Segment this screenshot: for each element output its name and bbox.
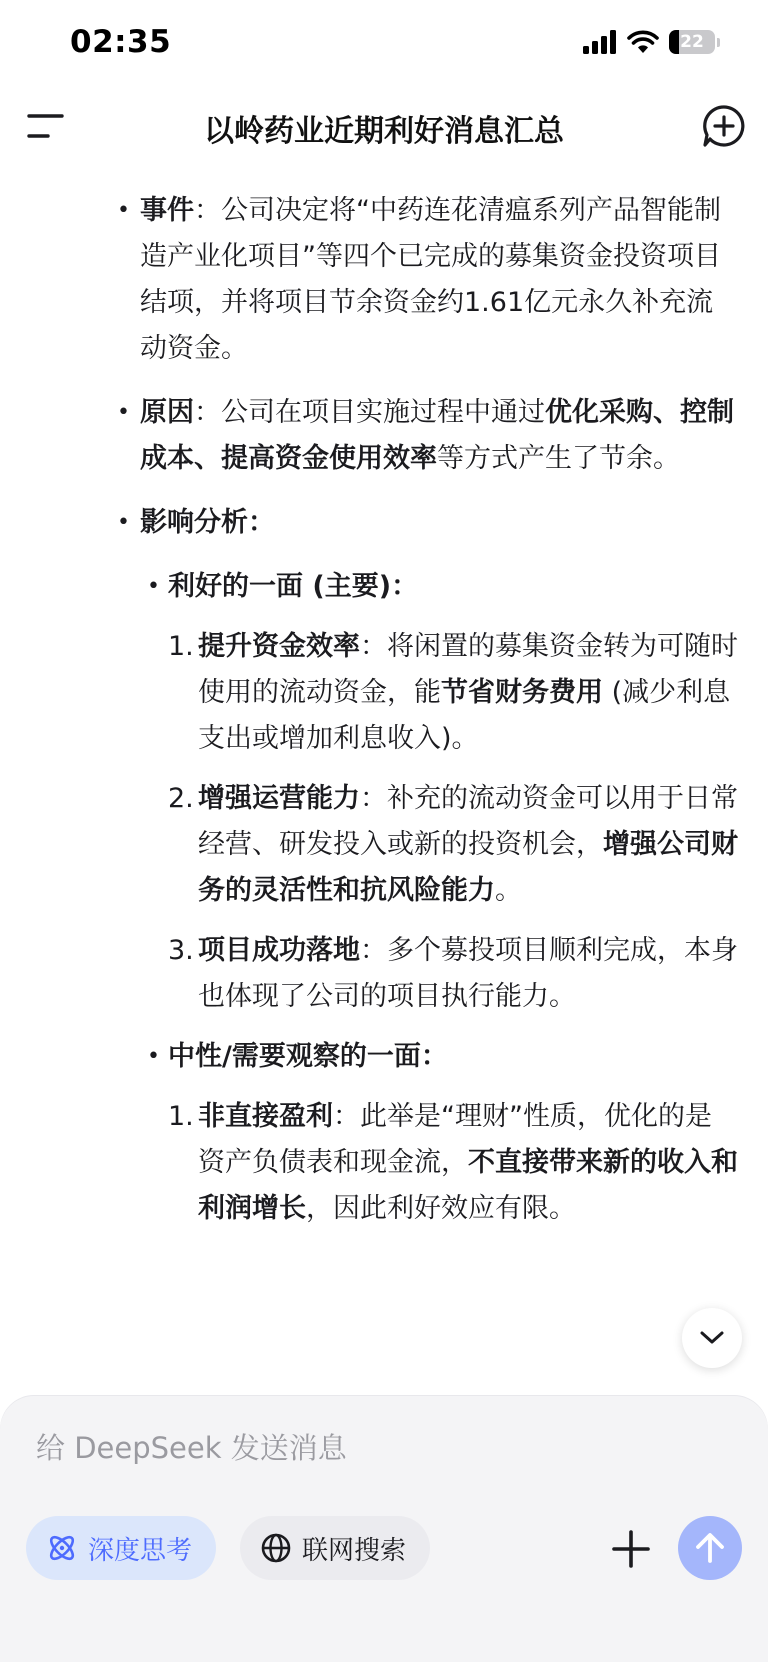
list-item-event: • 事件：公司决定将“中药连花清瘟系列产品智能制造产业化项目”等四个已完成的募集资金投资项目结项，并将项目节余资金约1.61亿元永久补充流动资金。	[140, 188, 740, 372]
cellular-signal-icon	[583, 30, 617, 54]
reason-label: 原因	[140, 397, 194, 428]
chat-header	[0, 88, 768, 164]
new-chat-button[interactable]	[702, 104, 746, 148]
message-input[interactable]	[34, 1422, 718, 1474]
chat-title[interactable]: 以岭药业近期利好消息汇总	[204, 114, 564, 149]
sub-item-positive	[168, 564, 738, 610]
arrow-up-icon	[693, 1531, 727, 1565]
scroll-to-bottom-button[interactable]	[682, 1308, 742, 1368]
battery-icon	[669, 30, 715, 54]
web-search-toggle[interactable]	[240, 1516, 430, 1580]
send-button[interactable]	[678, 1516, 742, 1580]
list-item-impact	[140, 500, 740, 546]
chevron-down-icon	[699, 1330, 725, 1346]
status-bar	[0, 0, 768, 88]
impact-label: 影响分析：	[140, 507, 275, 538]
content-fade	[0, 1290, 768, 1400]
message-content	[0, 188, 768, 1398]
event-label: 事件	[140, 195, 194, 226]
battery-level: 22	[680, 32, 704, 52]
numbered-item: 2. 增强运营能力：补充的流动资金可以用于日常经营、研发投入或新的投资机会，增强公司财务的灵活性和抗风险能力。	[168, 783, 738, 906]
globe-icon	[260, 1532, 292, 1564]
neutral-label: 中性/需要观察的一面：	[168, 1041, 448, 1072]
sub-item-neutral	[168, 1034, 738, 1080]
status-time: 02:35	[70, 24, 172, 60]
positive-label: 利好的一面 (主要)：	[168, 571, 419, 602]
attach-button[interactable]	[606, 1524, 656, 1574]
status-icons	[583, 30, 720, 54]
event-text: 公司决定将“中药连花清瘟系列产品智能制造产业化项目”等四个已完成的募集资金投资项目结项，并将项目节余资金约1.61亿元永久补充流动资金。	[140, 195, 721, 364]
numbered-item: 3. 项目成功落地：多个募投项目顺利完成，本身也体现了公司的项目执行能力。	[168, 935, 738, 1012]
numbered-item: 1. 提升资金效率：将闲置的募集资金转为可随时使用的流动资金，能节省财务费用 (减少利息支出或增加利息收入)。	[168, 631, 738, 754]
deep-think-toggle[interactable]	[26, 1516, 216, 1580]
atom-icon	[46, 1532, 78, 1564]
list-item-reason: • 原因：公司在项目实施过程中通过优化采购、控制成本、提高资金使用效率等方式产生了节余。	[140, 390, 740, 482]
new-chat-icon	[702, 104, 746, 148]
deep-think-label: 深度思考	[88, 1535, 193, 1566]
numbered-item: 1. 非直接盈利：此举是“理财”性质，优化的是资产负债表和现金流，不直接带来新的收入和利润增长，因此利好效应有限。	[168, 1101, 738, 1224]
web-search-label: 联网搜索	[302, 1535, 407, 1566]
plus-icon	[606, 1524, 656, 1574]
message-composer	[0, 1396, 768, 1662]
wifi-icon	[627, 30, 659, 54]
